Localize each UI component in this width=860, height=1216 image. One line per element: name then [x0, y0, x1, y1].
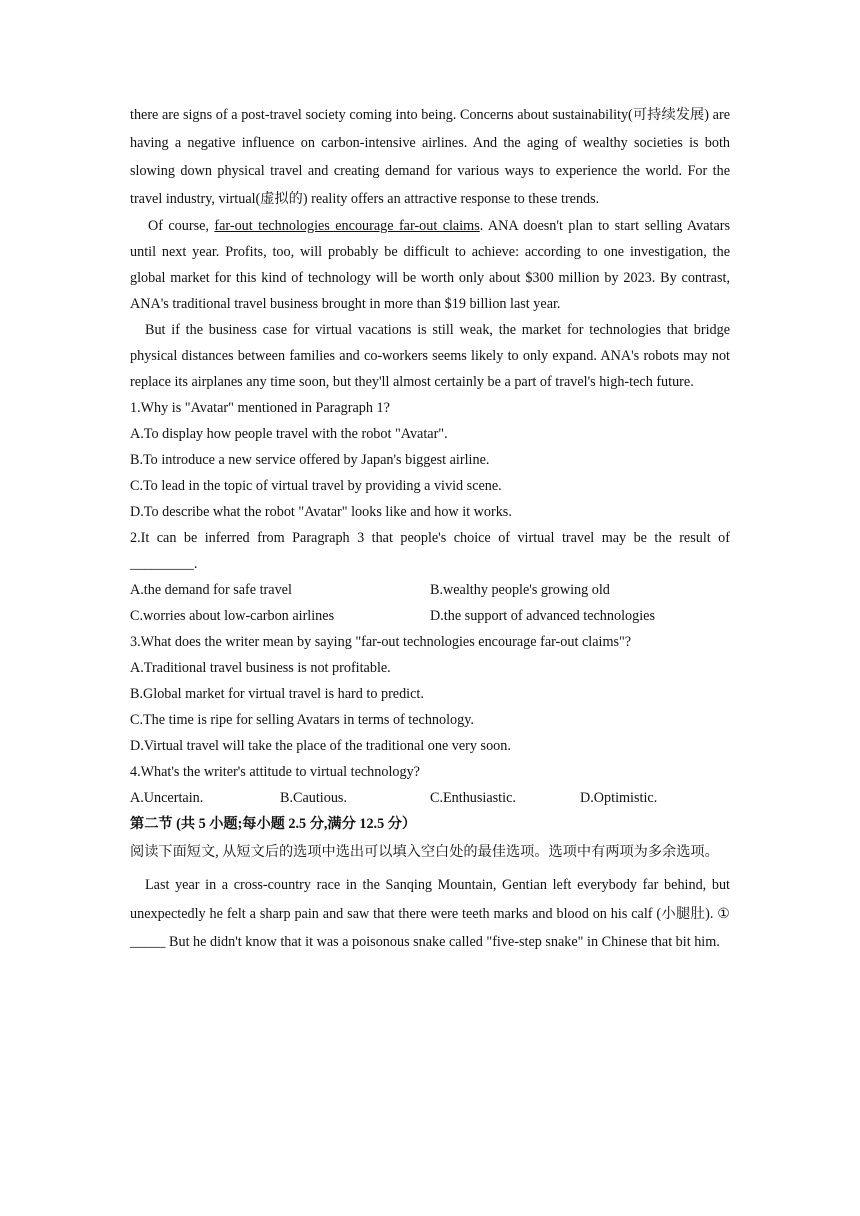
passage-paragraph-3: there are signs of a post-travel society coming into being. Concerns about sustainability(可持续发展) are having a negative influence on carbon-intensive airlines. And the aging of wealthy societies is both slowing down physical travel and creating demand for various ways to experience the world. For the travel industry, virtual(虚拟的) reality offers an attractive response to these trends.	[130, 107, 730, 207]
question-3-option-b: B.Global market for virtual travel is hard to predict.	[130, 686, 424, 702]
question-4-options-row	[130, 785, 730, 811]
question-3-stem: 3.What does the writer mean by saying "far-out technologies encourage far-out claims"?	[130, 634, 632, 650]
question-2-options-row-2	[130, 603, 730, 629]
question-1-option-b: B.To introduce a new service offered by Japan's biggest airline.	[130, 452, 490, 468]
underlined-phrase: far-out technologies encourage far-out claims	[214, 218, 480, 234]
passage-paragraph-5: But if the business case for virtual vacations is still weak, the market for technologies that bridge physical distances between families and co-workers seems likely to only expand. ANA's robots may not replace its airplanes any time soon, but they'll almost certainly be a part of travel's high-tech future.	[130, 322, 730, 390]
question-2-option-c: C.worries about low-carbon airlines	[130, 608, 335, 624]
paragraph-4-start: Of course,	[148, 218, 215, 234]
question-4-option-c: C.Enthusiastic.	[430, 790, 516, 806]
question-2-option-b: B.wealthy people's growing old	[430, 582, 610, 598]
question-1-stem: 1.Why is "Avatar" mentioned in Paragraph 1?	[130, 400, 390, 416]
question-1-option-d: D.To describe what the robot "Avatar" looks like and how it works.	[130, 504, 512, 520]
question-3-option-d: D.Virtual travel will take the place of the traditional one very soon.	[130, 738, 511, 754]
question-4-option-a: A.Uncertain.	[130, 790, 204, 806]
question-2-option-d: D.the support of advanced technologies	[430, 608, 655, 624]
question-1-option-a: A.To display how people travel with the robot "Avatar".	[130, 426, 448, 442]
question-4-option-b: B.Cautious.	[280, 790, 348, 806]
document-page	[130, 101, 730, 957]
section-2-instructions: 阅读下面短文, 从短文后的选项中选出可以填入空白处的最佳选项。选项中有两项为多余选项。	[130, 844, 719, 860]
question-1-option-c: C.To lead in the topic of virtual travel by providing a vivid scene.	[130, 478, 502, 494]
section-2-passage-paragraph-1: Last year in a cross-country race in the Sanqing Mountain, Gentian left everybody far behind, but unexpectedly he felt a sharp pain and saw that there were teeth marks and blood on his calf (小腿肚). ① _____ But he didn't know that it was a poisonous snake called "five-step snake" in Chinese that bit him.	[130, 877, 730, 950]
question-4-stem: 4.What's the writer's attitude to virtual technology?	[130, 764, 420, 780]
passage-paragraph-4	[130, 213, 730, 317]
question-3-option-a: A.Traditional travel business is not profitable.	[130, 660, 391, 676]
paragraph-4-rest: . ANA doesn't plan to start selling Avatars until next year. Profits, too, will probably be difficult to achieve: according to one investigation, the global market for this kind of technology will be worth only about $300 million by 2023. By contrast, ANA's traditional travel business brought in more than $19 billion last year.	[130, 218, 730, 312]
question-2-stem: 2.It can be inferred from Paragraph 3 that people's choice of virtual travel may be the result of _________.	[130, 530, 730, 572]
section-2-heading: 第二节 (共 5 小题;每小题 2.5 分,满分 12.5 分）	[130, 816, 417, 832]
question-4-option-d: D.Optimistic.	[580, 790, 658, 806]
question-2-option-a: A.the demand for safe travel	[130, 582, 292, 598]
question-2-options-row-1	[130, 577, 730, 603]
question-3-option-c: C.The time is ripe for selling Avatars in terms of technology.	[130, 712, 474, 728]
